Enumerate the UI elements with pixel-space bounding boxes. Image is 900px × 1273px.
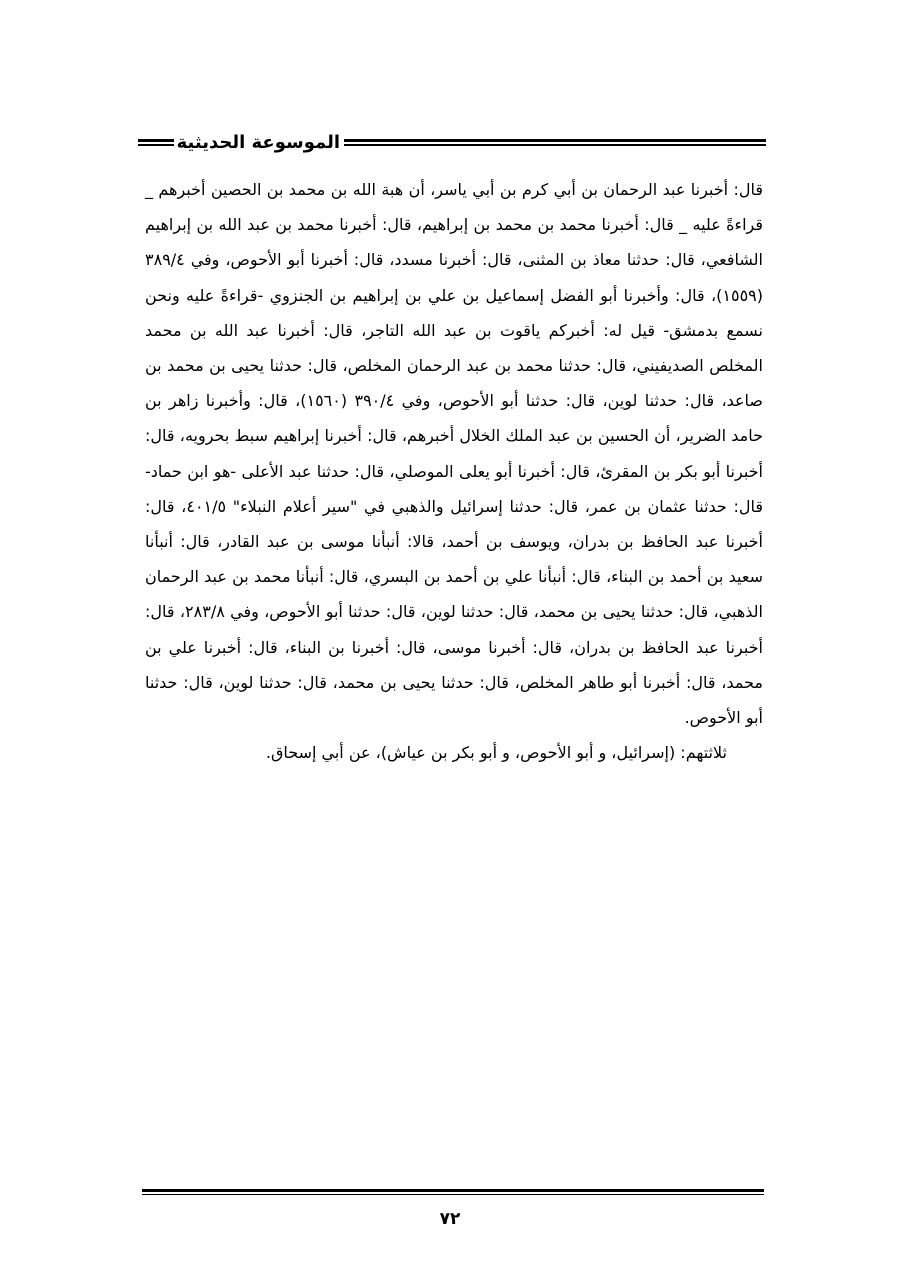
footer-rule <box>142 1189 764 1195</box>
page-number: ٧٢ <box>439 1209 461 1229</box>
body-text <box>145 172 763 770</box>
header-title: الموسوعة الحديثية <box>176 132 340 153</box>
paragraph-summary: ثلاثتهم: (إسرائيل، و أبو الأحوص، و أبو بكر بن عياش)، عن أبي إسحاق. <box>265 743 727 763</box>
header-rule-left <box>138 139 174 146</box>
paragraph-isnad: قال: أخبرنا عبد الرحمان بن أبي كرم بن أبي ياسر، أن هبة الله بن محمد بن الحصين أخبرهم _ قراءةً عليه _ قال: أخبرنا محمد بن محمد بن إبراهيم، قال: أخبرنا محمد بن عبد الله بن إبراهيم الشافعي، قال: حدثنا معاذ بن المثنى، قال: أخبرنا مسدد، قال: أخبرنا أبو الأحوص، وفي ٣٨٩/٤ (١٥٥٩)، قال: وأخبرنا أبو الفضل إسماعيل بن علي بن إبراهيم بن الجنزوي -قراءةً عليه ونحن نسمع بدمشق- قيل له: أخبركم ياقوت بن عبد الله التاجر، قال: أخبرنا عبد الله بن محمد المخلص الصديفيني، قال: حدثنا محمد بن عبد الرحمان المخلص، قال: حدثنا يحيى بن محمد بن صاعد، قال: حدثنا لوين، قال: حدثنا أبو الأحوص، وفي ٣٩٠/٤ (١٥٦٠)، قال: وأخبرنا زاهر بن حامد الضرير، أن الحسين بن عبد الملك الخلال أخبرهم، قال: أخبرنا إبراهيم سبط بحرويه، قال: أخبرنا أبو بكر بن المقرئ، قال: أخبرنا أبو يعلى الموصلي، قال: حدثنا عبد الأعلى -هو ابن حماد- قال: حدثنا عثمان بن عمر، قال: حدثنا إسرائيل والذهبي في "سير أعلام النبلاء" ٤٠١/٥، قال: أخبرنا عبد الحافظ بن بدران، ويوسف بن أحمد، قالا: أنبأنا موسى بن عبد القادر، قال: أنبأنا سعيد بن أحمد بن البناء، قال: أنبأنا علي بن أحمد بن البسري، قال: أنبأنا محمد بن عبد الرحمان الذهبي، قال: حدثنا يحيى بن محمد، قال: حدثنا لوين، قال: حدثنا أبو الأحوص، وفي ٢٨٣/٨، قال: أخبرنا عبد الحافظ بن بدران، قال: أخبرنا موسى، قال: أخبرنا بن البناء، قال: أخبرنا علي بن محمد، قال: أخبرنا أبو طاهر المخلص، قال: حدثنا يحيى بن محمد، قال: حدثنا لوين، قال: حدثنا أبو الأحوص. <box>145 180 764 728</box>
running-header <box>138 129 766 159</box>
header-rule-right <box>344 139 766 146</box>
